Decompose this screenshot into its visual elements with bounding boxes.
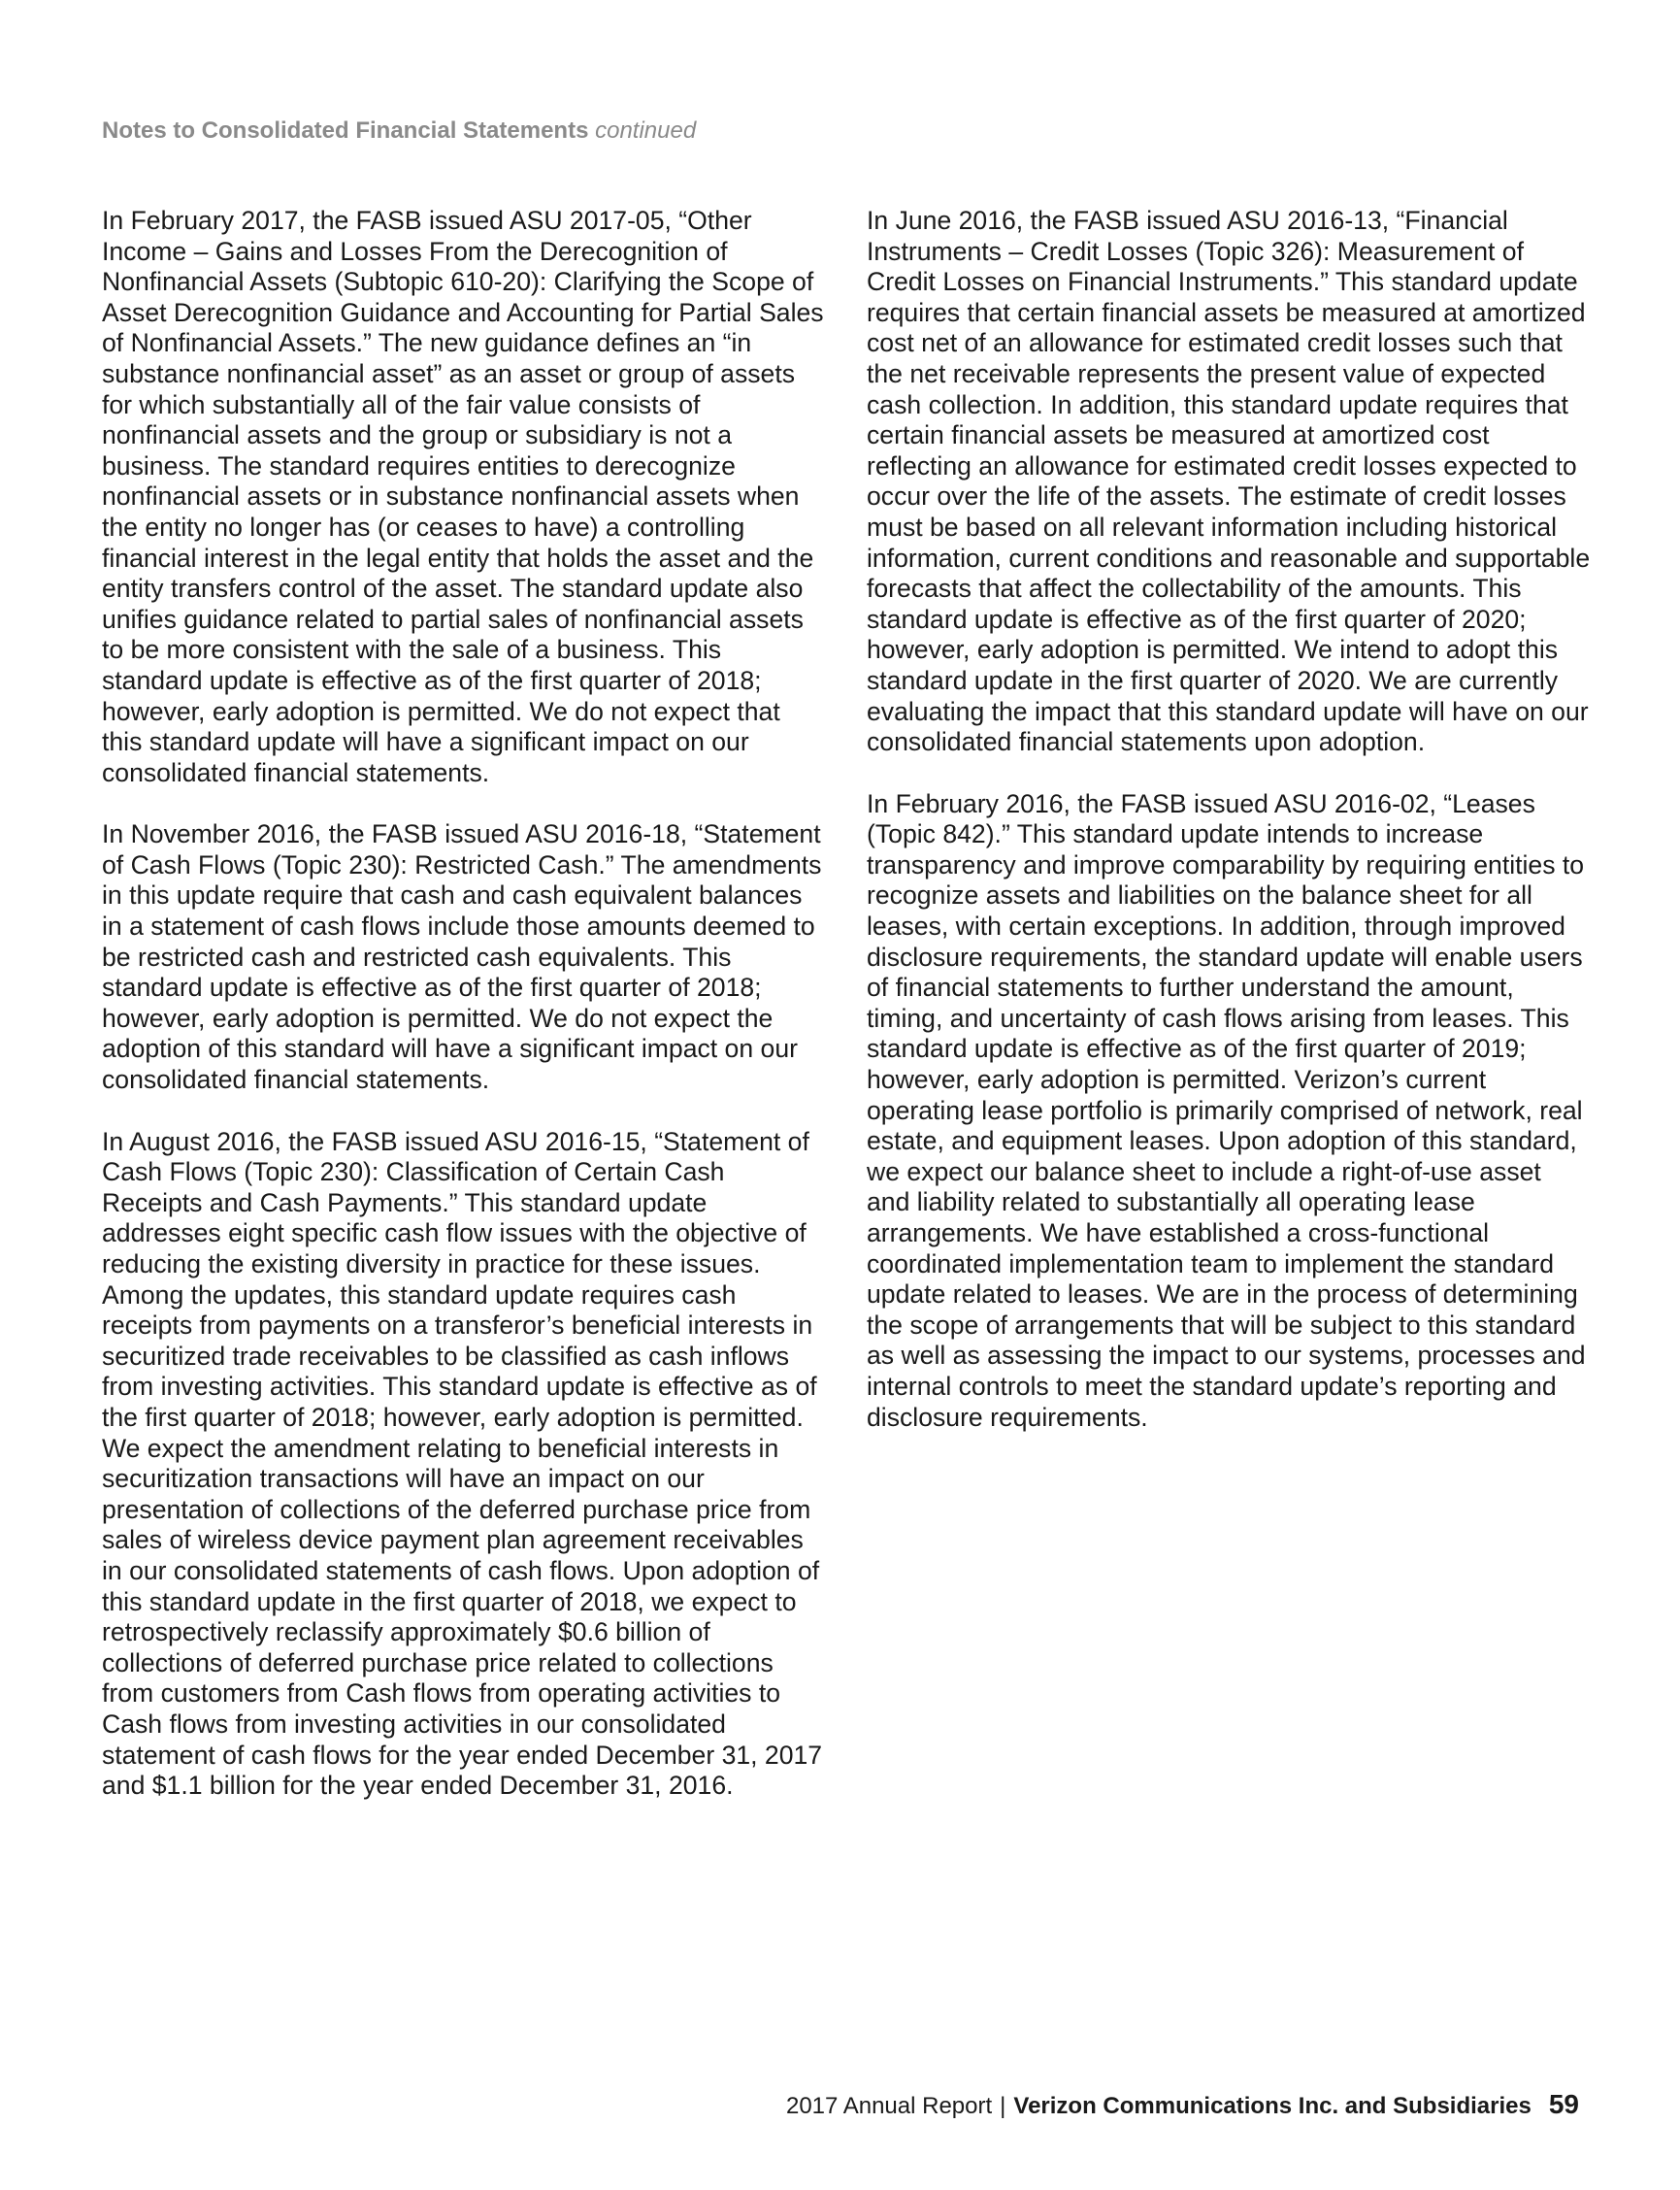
header-title: Notes to Consolidated Financial Statements: [102, 117, 589, 144]
footer-report: 2017 Annual Report: [785, 2093, 993, 2119]
page-header: [102, 116, 696, 146]
footer-separator: |: [1000, 2093, 1006, 2119]
page-footer: [786, 2089, 1579, 2122]
paragraph-asu-2016-18: In November 2016, the FASB issued ASU 2016-18, “Statement of Cash Flows (Topic 230): Restricted Cash.” The amendments in this update require that cash and cash equivalent balances in a statement of cash flows include those amounts deemed to be restricted cash and restricted cash equivalents. This standard update is effective as of the first quarter of 2018; however, early adoption is permitted. We do not expect the adoption of this standard will have a significant impact on our consolidated financial statements.: [102, 819, 822, 1095]
paragraph-asu-2016-15: In August 2016, the FASB issued ASU 2016-15, “Statement of Cash Flows (Topic 230): Classification of Certain Cash Receipts and Cash Payments.” This standard update addresses eight specific cash flow issues with the objective of reducing the existing diversity in practice for these issues. Among the updates, this standard update requires cash receipts from payments on a transferor’s beneficial interests in securitized trade receivables to be classified as cash inflows from investing activities. This standard update is effective as of the first quarter of 2018; however, early adoption is permitted. We expect the amendment relating to beneficial interests in securitization transactions will have an impact on our presentation of collections of the deferred purchase price from sales of wireless device payment plan agreement receivables in our consolidated statements of cash flows. Upon adoption of this standard update in the first quarter of 2018, we expect to retrospectively reclassify approximately $0.6 billion of collections of deferred purchase price related to collections from customers from Cash flows from operating activities to Cash flows from investing activities in our consolidated statement of cash flows for the year ended December 31, 2017 and $1.1 billion for the year ended December 31, 2016.: [102, 1126, 823, 1801]
left-column: [102, 206, 826, 1833]
footer-company: Verizon Communications Inc. and Subsidiaries: [1013, 2093, 1532, 2119]
paragraph-asu-2016-02: In February 2016, the FASB issued ASU 2016-02, “Leases (Topic 842).” This standard update intends to increase transparency and improve comparability by requiring entities to recognize assets and liabilities on the balance sheet for all leases, with certain exceptions. In addition, through improved disclosure requirements, the standard update will enable users of financial statements to further understand the amount, timing, and uncertainty of cash flows arising from leases. This standard update is effective as of the first quarter of 2019; however, early adoption is permitted. Verizon’s current operating lease portfolio is primarily comprised of network, real estate, and equipment leases. Upon adoption of this standard, we expect our balance sheet to include a right-of-use asset and liability related to substantially all operating lease arrangements. We have established a cross-functional coordinated implementation team to implement the standard update related to leases. We are in the process of determining the scope of arrangements that will be subject to this standard as well as assessing the impact to our systems, processes and internal controls to meet the standard update’s reporting and disclosure requirements.: [867, 788, 1586, 1432]
paragraph-asu-2016-13: In June 2016, the FASB issued ASU 2016-13, “Financial Instruments – Credit Losses (Topic 326): Measurement of Credit Losses on Financial Instruments.” This standard update requires that certain financial assets be measured at amortized cost net of an allowance for estimated credit losses such that the net receivable represents the present value of expected cash collection. In addition, this standard update requires that certain financial assets be measured at amortized cost reflecting an allowance for estimated credit losses expected to occur over the life of the assets. The estimate of credit losses must be based on all relevant information including historical information, current conditions and reasonable and supportable forecasts that affect the collectability of the amounts. This standard update is effective as of the first quarter of 2020; however, early adoption is permitted. We intend to adopt this standard update in the first quarter of 2020. We are currently evaluating the impact that this standard update will have on our consolidated financial statements upon adoption.: [867, 206, 1591, 757]
paragraph-asu-2017-05: In February 2017, the FASB issued ASU 2017-05, “Other Income – Gains and Losses From the Derecognition of Nonfinancial Assets (Subtopic 610-20): Clarifying the Scope of Asset Derecognition Guidance and Accounting for Partial Sales of Nonfinancial Assets.” The new guidance defines an “in substance nonfinancial asset” as an asset or group of assets for which substantially all of the fair value consists of nonfinancial assets and the group or subsidiary is not a business. The standard requires entities to derecognize nonfinancial assets or in substance nonfinancial assets when the entity no longer has (or ceases to have) a controlling financial interest in the legal entity that holds the asset and the entity transfers control of the asset. The standard update also unifies guidance related to partial sales of nonfinancial assets to be more consistent with the sale of a business. This standard update is effective as of the first quarter of 2018; however, early adoption is permitted. We do not expect that this standard update will have a significant impact on our consolidated financial statements.: [102, 206, 824, 787]
page-number: 59: [1548, 2089, 1579, 2119]
right-column: [867, 206, 1591, 1464]
header-continued: continued: [595, 117, 697, 144]
